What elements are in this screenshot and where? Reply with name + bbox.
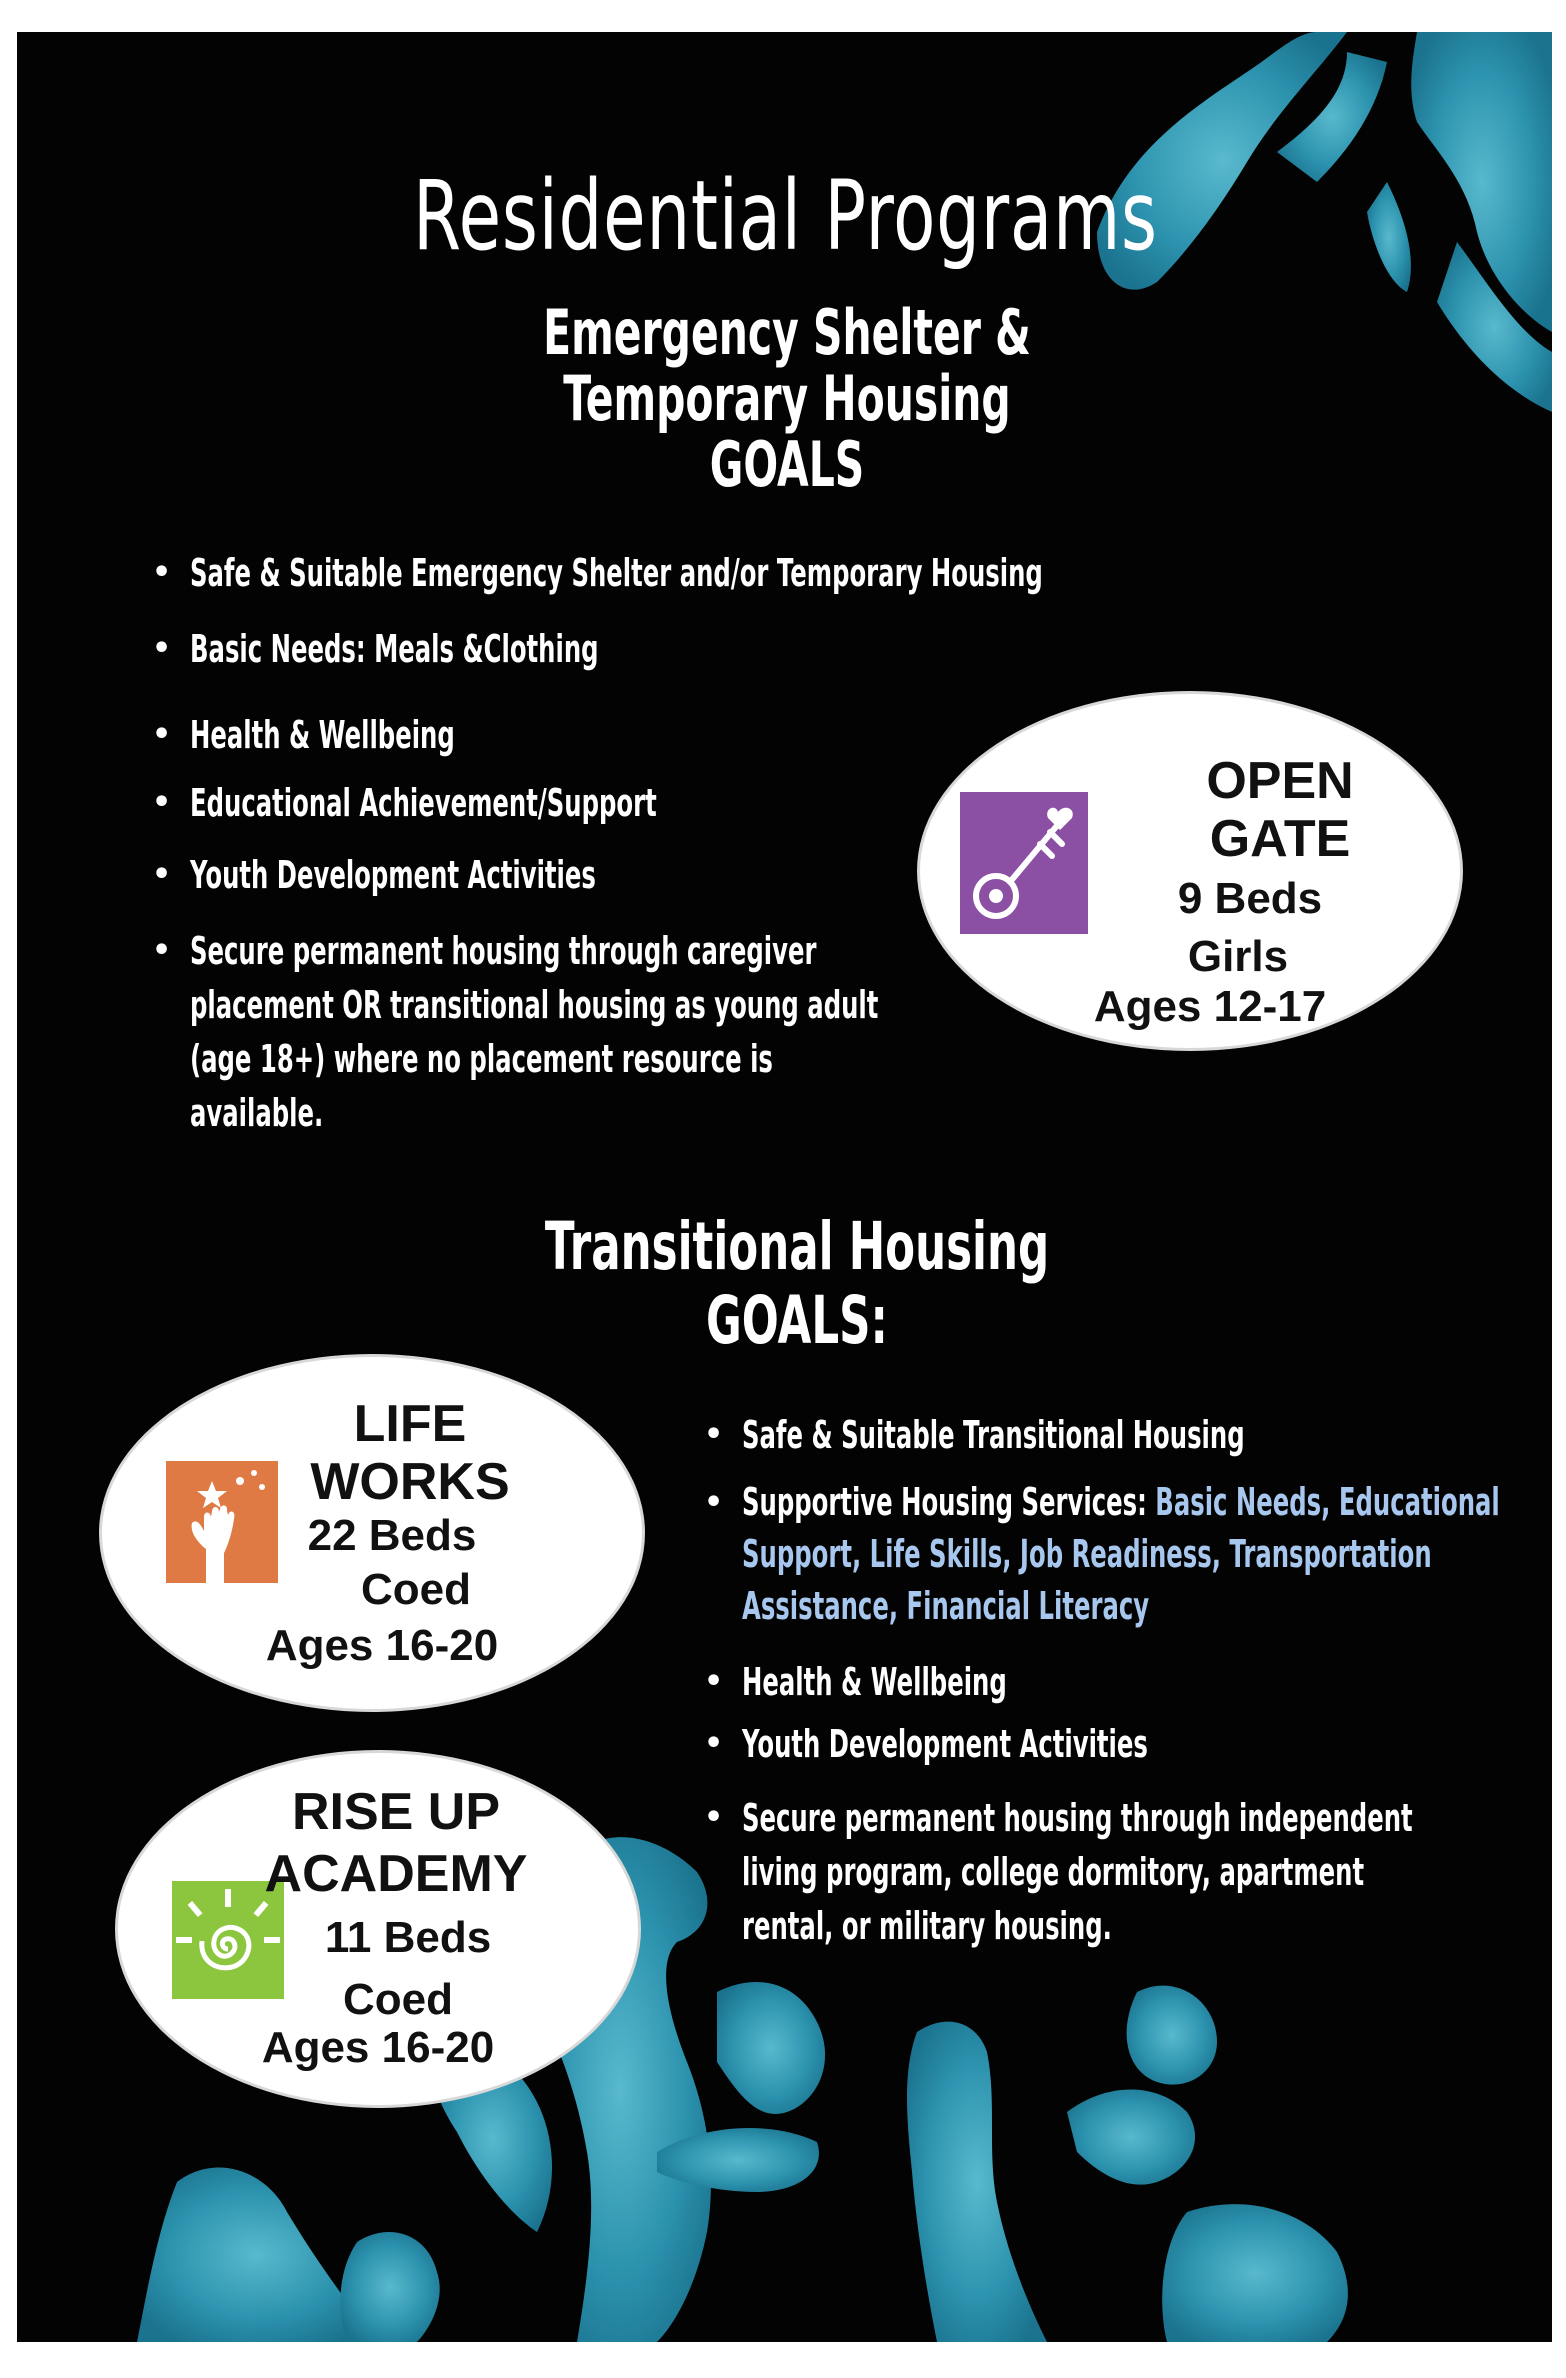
bullet-icon: • bbox=[152, 933, 172, 968]
list-item: • Supportive Housing Services: Basic Needs, Educational Support, Life Skills, Job Readiness, Transportation Assistance, Financial Literacy bbox=[742, 1476, 1552, 1633]
transitional-goals-list bbox=[704, 1408, 1552, 1953]
bullet-icon: • bbox=[152, 555, 172, 590]
emergency-heading-line2: Temporary Housing bbox=[563, 362, 1011, 435]
rise-up-ages: Ages 16-20 bbox=[261, 2023, 495, 2072]
open-gate-group: Girls bbox=[1187, 932, 1289, 981]
bullet-icon: • bbox=[704, 1726, 724, 1761]
list-item: • Youth Development Activities bbox=[742, 1717, 1552, 1771]
rise-up-name: RISE UP ACADEMY bbox=[264, 1783, 528, 1903]
key-icon bbox=[960, 792, 1088, 934]
poster bbox=[17, 32, 1552, 2342]
bullet-icon: • bbox=[704, 1800, 724, 1835]
life-works-name: LIFE WORKS bbox=[310, 1395, 510, 1511]
bullet-icon: • bbox=[152, 857, 172, 892]
life-works-ages: Ages 16-20 bbox=[265, 1621, 499, 1670]
emergency-heading-line3: GOALS bbox=[709, 428, 865, 501]
emergency-heading-line1: Emergency Shelter & bbox=[543, 296, 1031, 369]
bullet-icon: • bbox=[704, 1485, 724, 1520]
list-item: • Basic Needs: Meals &Clothing bbox=[190, 622, 1523, 676]
open-gate-ages: Ages 12-17 bbox=[1093, 982, 1327, 1031]
life-works-beds: 22 Beds bbox=[307, 1511, 477, 1560]
bottom-right-sprig bbox=[907, 1986, 1348, 2342]
open-gate-badge bbox=[917, 691, 1463, 1051]
transitional-heading-line2: GOALS: bbox=[706, 1282, 888, 1359]
top-right-sprig bbox=[1097, 32, 1552, 412]
open-gate-beds: 9 Beds bbox=[1177, 874, 1323, 923]
list-item: • Secure permanent housing through caregiver placement OR transitional housing as young adult (age 18+) where no placement resource is available. bbox=[190, 924, 1523, 1140]
list-item: • Educational Achievement/Support bbox=[190, 776, 1523, 830]
life-works-badge bbox=[99, 1354, 645, 1712]
transitional-heading bbox=[460, 1210, 1133, 1358]
list-item: • Safe & Suitable Transitional Housing bbox=[742, 1408, 1552, 1462]
bullet-icon: • bbox=[704, 1664, 724, 1699]
page-title: Residential Programs bbox=[413, 160, 1158, 272]
bullet-icon: • bbox=[152, 717, 172, 752]
list-item: • Safe & Suitable Emergency Shelter and/or Temporary Housing bbox=[190, 546, 1523, 600]
list-item: • Secure permanent housing through independent living program, college dormitory, apartment rental, or military housing. bbox=[742, 1791, 1552, 1953]
bullet-icon: • bbox=[704, 1417, 724, 1452]
list-item: • Youth Development Activities bbox=[190, 848, 1523, 902]
life-works-group: Coed bbox=[361, 1565, 471, 1614]
list-item: • Health & Wellbeing bbox=[190, 708, 1523, 762]
open-gate-name: OPEN GATE bbox=[1206, 752, 1354, 868]
list-item: • Health & Wellbeing bbox=[742, 1655, 1552, 1709]
rise-up-badge bbox=[115, 1750, 641, 2108]
transitional-heading-line1: Transitional Housing bbox=[544, 1208, 1050, 1285]
rise-up-group: Coed bbox=[343, 1975, 453, 2024]
rise-up-beds: 11 Beds bbox=[324, 1913, 492, 1962]
bullet-icon: • bbox=[152, 631, 172, 666]
bullet-icon: • bbox=[152, 785, 172, 820]
emergency-heading bbox=[450, 296, 1123, 501]
